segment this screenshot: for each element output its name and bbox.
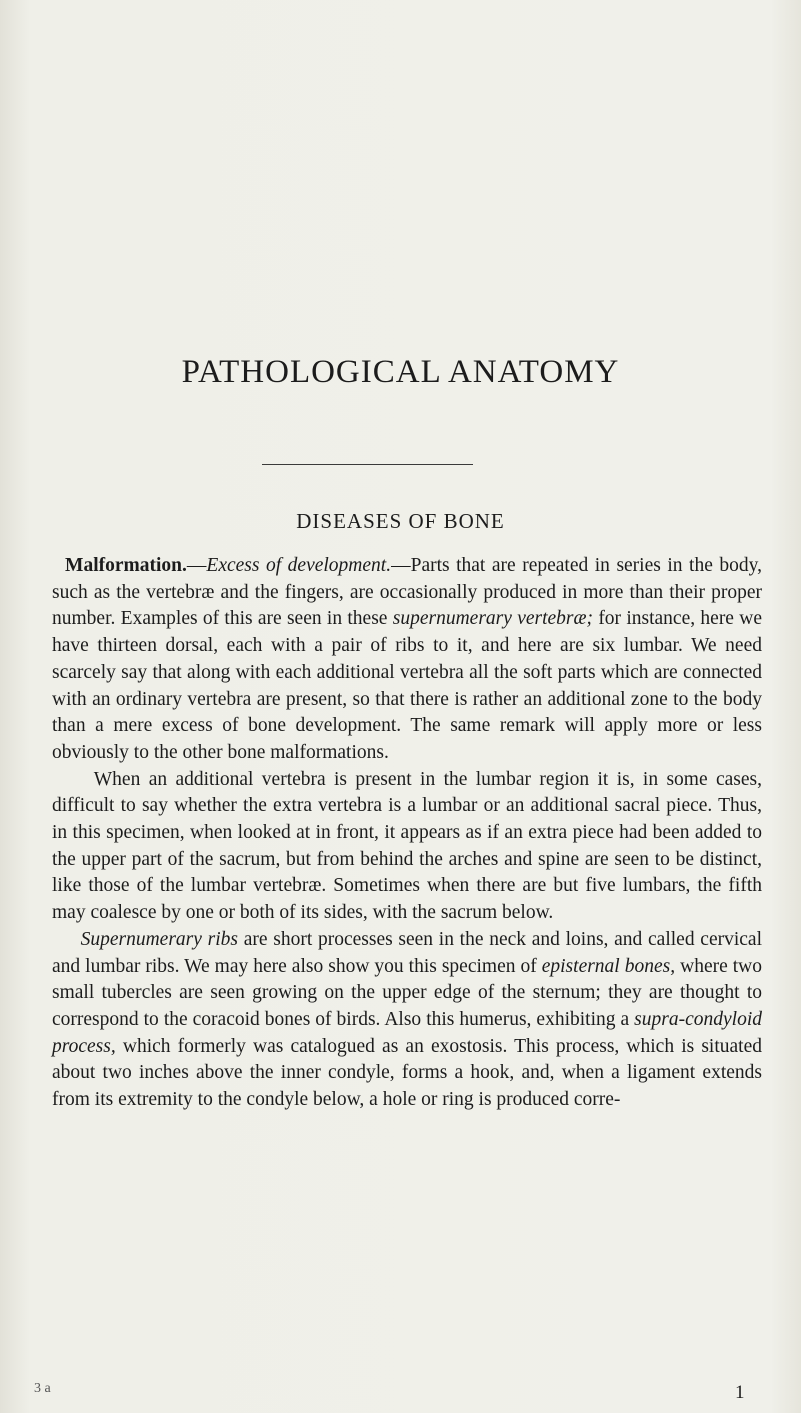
italic-phrase: episternal bones,	[541, 955, 676, 977]
page-number: 1	[735, 1382, 745, 1403]
paragraph	[52, 927, 762, 1114]
signature-mark: 3 a	[34, 1381, 51, 1396]
page-title: PATHOLOGICAL ANATOMY	[181, 354, 620, 390]
paragraph-text: When an additional vertebra is present in the lumbar region it is, in some cases, difficult to say whether the extra vertebra is a lumbar or an additional sacral piece. Thus, in this specimen, when looked at in front, it appears as if an extra piece had been added to the upper part of the sacrum, but from behind the arches and spine are seen to be distinct, like those of the lumbar vertebræ. Sometimes when there are but five lumbars, the fifth may coalesce by one or both of its sides, with the sacrum below.	[52, 768, 762, 924]
italic-phrase: supernumerary vertebræ;	[392, 608, 594, 630]
body-text	[52, 553, 762, 1114]
paragraph-text: —Parts that are repeated in series in the body, such as the vertebræ and the fingers, are occasionally produced in more than their proper number. Examples of this are seen in these	[52, 555, 763, 630]
paragraph-text: for instance, here we have thirteen dorsal, each with a pair of ribs to it, and here are six lumbar. We need scarcely say that along with each additional vertebra all the soft parts which are connected with an ordinary vertebra are present, so that there is rather an additional zone to the body than a mere excess of bone development. The same remark will apply more or less obviously to the other bone malformations.	[52, 608, 762, 763]
title-rule	[262, 464, 473, 465]
italic-phrase: Supernumerary ribs	[80, 928, 238, 950]
paragraph	[52, 553, 762, 767]
dash: —	[186, 555, 207, 576]
paragraph-text: which formerly was catalogued as an exostosis. This process, which is situated about two inches above the inner condyle, forms a hook, and, when a ligament extends from its extremity to the condyle below, a hole or ring is produced corre-	[52, 1035, 762, 1111]
paragraph-text: are short processes seen in the neck and loins, and called cervical and lumbar ribs. We may here also show you this specimen of	[52, 928, 762, 977]
paragraph-heading: Malformation.	[65, 555, 187, 576]
paragraph	[52, 767, 762, 927]
section-title: DISEASES OF BONE	[296, 509, 505, 533]
italic-phrase: supra-condyloid process,	[52, 1008, 762, 1057]
paragraph-text: where two small tubercles are seen growing on the upper edge of the sternum; they are thought to correspond to the coracoid bones of birds. Also this humerus, exhibiting a	[52, 955, 763, 1030]
italic-phrase: Excess of development.	[206, 555, 392, 576]
